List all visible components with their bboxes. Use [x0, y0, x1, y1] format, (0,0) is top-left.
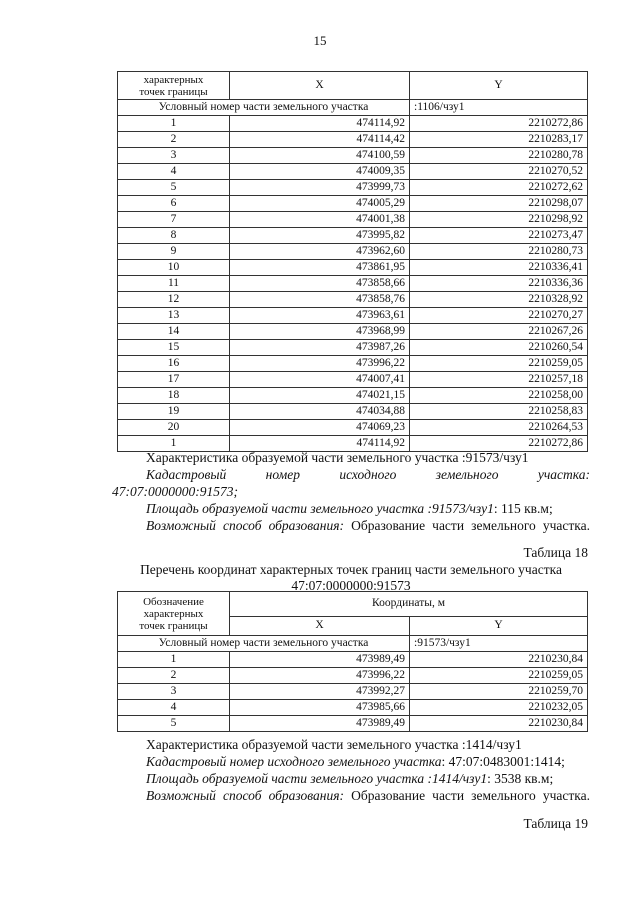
table-row	[118, 420, 588, 436]
section2-cadastral-line: Кадастровый номер исходного земельного участка: 47:07:0483001:1414;	[146, 754, 565, 769]
part-number-value: :91573/чзу1	[410, 636, 588, 652]
x-value-cell: 474114,42	[230, 132, 410, 148]
y-value-cell: 2210270,27	[410, 308, 588, 324]
y-value-cell: 2210258,00	[410, 388, 588, 404]
y-value-cell: 2210264,53	[410, 420, 588, 436]
y-value-cell: 2210258,83	[410, 404, 588, 420]
x-value-cell: 474001,38	[230, 212, 410, 228]
x-value-cell: 474021,15	[230, 388, 410, 404]
point-number-cell: 1	[118, 436, 230, 452]
table-18-caption: Перечень координат характерных точек границ части земельного участка 47:07:0000000:91573	[140, 562, 562, 593]
table-row	[118, 340, 588, 356]
points-column-header: Обозначение характерных точек границы	[118, 592, 230, 636]
y-value-cell: 2210260,54	[410, 340, 588, 356]
point-number-cell: 1	[118, 116, 230, 132]
part-number-row	[118, 100, 588, 116]
point-number-cell: 2	[118, 668, 230, 684]
y-value-cell: 2210272,86	[410, 436, 588, 452]
point-number-cell: 20	[118, 420, 230, 436]
y-value-cell: 2210259,70	[410, 684, 588, 700]
table-19-label: Таблица 19	[523, 816, 588, 831]
point-number-cell: 4	[118, 164, 230, 180]
point-number-cell: 3	[118, 148, 230, 164]
table-body	[118, 116, 588, 452]
x-value-cell: 474009,35	[230, 164, 410, 180]
table-header-row	[118, 72, 588, 100]
table-row	[118, 372, 588, 388]
table-row	[118, 164, 588, 180]
section1-method-line: Возможный способ образования: Образование части земельного участка.	[146, 518, 591, 533]
y-value-cell: 2210230,84	[410, 716, 588, 732]
section2-heading: Характеристика образуемой части земельного участка :1414/чзу1	[146, 737, 522, 752]
y-value-cell: 2210283,17	[410, 132, 588, 148]
table-row	[118, 404, 588, 420]
x-column-header: X	[230, 617, 410, 636]
y-value-cell: 2210280,73	[410, 244, 588, 260]
table-row	[118, 324, 588, 340]
table-row	[118, 116, 588, 132]
point-number-cell: 10	[118, 260, 230, 276]
page-number: 15	[313, 33, 327, 48]
x-value-cell: 473989,49	[230, 652, 410, 668]
table-row	[118, 212, 588, 228]
point-number-cell: 15	[118, 340, 230, 356]
y-value-cell: 2210336,41	[410, 260, 588, 276]
x-value-cell: 473987,26	[230, 340, 410, 356]
y-value-cell: 2210259,05	[410, 356, 588, 372]
section2-area-line: Площадь образуемой части земельного участка :1414/чзу1: 3538 кв.м;	[146, 771, 554, 786]
y-value-cell: 2210298,92	[410, 212, 588, 228]
x-value-cell: 473996,22	[230, 356, 410, 372]
coordinates-table-18	[117, 591, 588, 732]
table-row	[118, 148, 588, 164]
table-row	[118, 388, 588, 404]
x-value-cell: 474100,59	[230, 148, 410, 164]
point-number-cell: 17	[118, 372, 230, 388]
section2-method-value: Образование части земельного участка.	[351, 788, 591, 803]
point-number-cell: 8	[118, 228, 230, 244]
x-column-header: X	[230, 72, 410, 100]
table-header-row	[118, 592, 588, 617]
section1-area-line: Площадь образуемой части земельного участка :91573/чзу1: 115 кв.м;	[146, 501, 553, 516]
y-value-cell: 2210328,92	[410, 292, 588, 308]
table-row	[118, 308, 588, 324]
section1-method-value: Образование части земельного участка.	[351, 518, 591, 533]
point-number-cell: 11	[118, 276, 230, 292]
point-number-cell: 3	[118, 684, 230, 700]
y-value-cell: 2210272,62	[410, 180, 588, 196]
part-number-row	[118, 636, 588, 652]
x-value-cell: 473985,66	[230, 700, 410, 716]
table-row	[118, 652, 588, 668]
x-value-cell: 474034,88	[230, 404, 410, 420]
part-number-value: :1106/чзу1	[410, 100, 588, 116]
section1-heading: Характеристика образуемой части земельного участка :91573/чзу1	[146, 450, 529, 465]
point-number-cell: 13	[118, 308, 230, 324]
point-number-cell: 2	[118, 132, 230, 148]
point-number-cell: 1	[118, 652, 230, 668]
x-value-cell: 473962,60	[230, 244, 410, 260]
x-value-cell: 474007,41	[230, 372, 410, 388]
y-column-header: Y	[410, 72, 588, 100]
x-value-cell: 473968,99	[230, 324, 410, 340]
y-value-cell: 2210280,78	[410, 148, 588, 164]
section2-method-line: Возможный способ образования: Образование части земельного участка.	[146, 788, 591, 803]
table-row	[118, 356, 588, 372]
table-row	[118, 132, 588, 148]
point-number-cell: 16	[118, 356, 230, 372]
section1-cadastral-line: Кадастровый номер исходного земельного участка:	[146, 467, 590, 482]
coords-column-header: Координаты, м	[230, 592, 588, 617]
point-number-cell: 19	[118, 404, 230, 420]
x-value-cell: 473861,95	[230, 260, 410, 276]
x-value-cell: 473963,61	[230, 308, 410, 324]
point-number-cell: 12	[118, 292, 230, 308]
y-value-cell: 2210336,36	[410, 276, 588, 292]
point-number-cell: 7	[118, 212, 230, 228]
coordinates-table-1	[117, 71, 588, 452]
table-row	[118, 260, 588, 276]
x-value-cell: 473999,73	[230, 180, 410, 196]
points-column-header: характерных точек границы	[118, 72, 230, 100]
y-value-cell: 2210270,52	[410, 164, 588, 180]
y-value-cell: 2210230,84	[410, 652, 588, 668]
table-row	[118, 180, 588, 196]
x-value-cell: 473996,22	[230, 668, 410, 684]
table-row	[118, 716, 588, 732]
point-number-cell: 9	[118, 244, 230, 260]
y-value-cell: 2210259,05	[410, 668, 588, 684]
x-value-cell: 473858,66	[230, 276, 410, 292]
x-value-cell: 474114,92	[230, 116, 410, 132]
table-row	[118, 228, 588, 244]
x-value-cell: 473995,82	[230, 228, 410, 244]
x-value-cell: 474114,92	[230, 436, 410, 452]
table-row	[118, 700, 588, 716]
y-value-cell: 2210257,18	[410, 372, 588, 388]
table-row	[118, 196, 588, 212]
table-18-label: Таблица 18	[523, 545, 588, 560]
x-value-cell: 473989,49	[230, 716, 410, 732]
table-body	[118, 652, 588, 732]
point-number-cell: 5	[118, 180, 230, 196]
section1-cadastral-value: 47:07:0000000:91573;	[112, 484, 238, 499]
x-value-cell: 473992,27	[230, 684, 410, 700]
point-number-cell: 5	[118, 716, 230, 732]
x-value-cell: 473858,76	[230, 292, 410, 308]
part-number-label: Условный номер части земельного участка	[118, 636, 410, 652]
table-row	[118, 668, 588, 684]
point-number-cell: 4	[118, 700, 230, 716]
y-column-header: Y	[410, 617, 588, 636]
table-row	[118, 244, 588, 260]
y-value-cell: 2210273,47	[410, 228, 588, 244]
y-value-cell: 2210267,26	[410, 324, 588, 340]
y-value-cell: 2210298,07	[410, 196, 588, 212]
table-row	[118, 276, 588, 292]
x-value-cell: 474005,29	[230, 196, 410, 212]
table-row	[118, 684, 588, 700]
point-number-cell: 18	[118, 388, 230, 404]
table-row	[118, 292, 588, 308]
y-value-cell: 2210232,05	[410, 700, 588, 716]
part-number-label: Условный номер части земельного участка	[118, 100, 410, 116]
point-number-cell: 14	[118, 324, 230, 340]
y-value-cell: 2210272,86	[410, 116, 588, 132]
x-value-cell: 474069,23	[230, 420, 410, 436]
point-number-cell: 6	[118, 196, 230, 212]
